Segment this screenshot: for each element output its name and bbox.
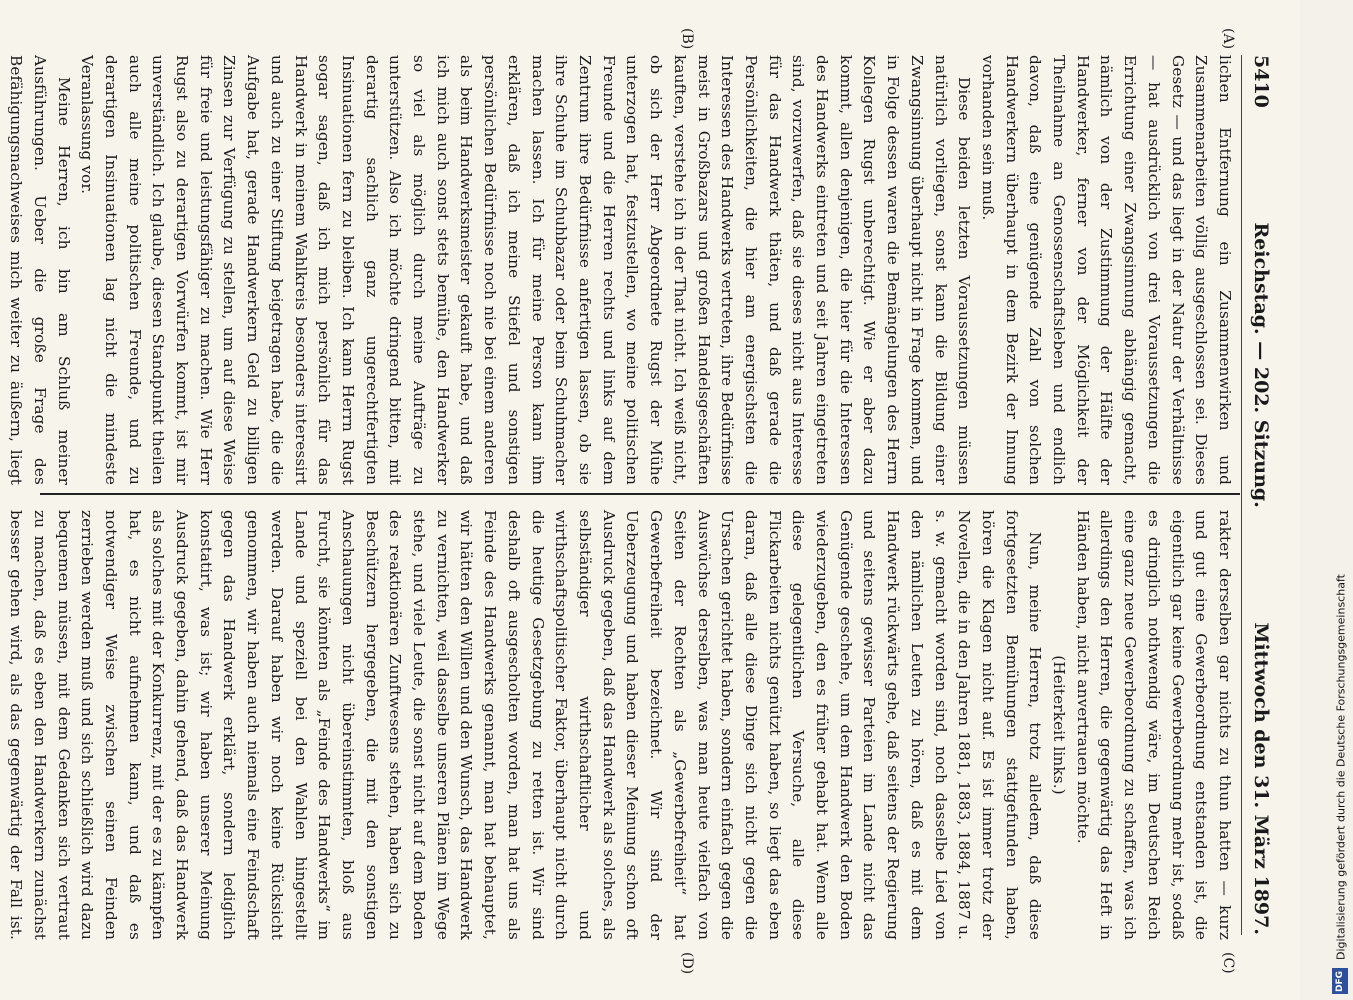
paragraph: rakter derselben gar nichts zu thun hatten — kurz und gut eine Gewerbeordnung entstanden ist, die eigentlich gar keine Gewerbeordnung mehr ist, sodaß es dringlich nothwendig wäre, im Deutschen Reich eine ganz neue Gewerbeordnung zu schaffen, was ich allerdings den Herren, die gegenwärtig das Heft in Händen haben, nicht anvertrauen möchte. [1073, 510, 1234, 940]
right-text-column [7, 510, 1236, 940]
page-number: 5410 [1250, 55, 1272, 108]
paragraph: Meine Herren, ich bin am Schluß meiner Ausführungen. Ueber die große Frage des Befähigungsnachweises mich weiter zu äußern, liegt [7, 55, 73, 485]
session-date: Mittwoch den 31. März 1897. [1250, 622, 1272, 935]
digitization-credit: Digitalisierung gefördert durch die Deutsche Forschungsgemeinschaft [1334, 574, 1348, 960]
paragraph: lichen Entfernung ein Zusammenwirken und Zusammenarbeiten völlig ausgeschlossen sei. Dieses Gesetz — und das liegt in der Natur der Verhältnisse — hat ausdrücklich von drei Voraussetzungen die Errichtung einer Zwangsinnung abhängig gemacht, nämlich von der Zustimmung der Hälfte der Handwerker, ferner von der Möglichkeit der Theilnahme an Genossenschaftsleben und endlich davon, daß eine genügende Zahl von solchen Handwerkern überhaupt in dem Bezirk der Innung vorhanden sein muß. [978, 55, 1234, 485]
paragraph: Diese beiden letzten Voraussetzungen müssen natürlich vorliegen, sonst kann die Bildung einer Zwangsinnung überhaupt nicht in Frage kommen, und in Folge dessen waren die Bemängelungen des Herrn Kollegen Rugst unberechtigt. Wie er aber dazu kommt, allen denjenigen, die hier für die Interessen des Handwerks eintreten und seit Jahren eingetreten sind, vorzuwerfen, daß sie dieses nicht aus Interesse für das Handwerk thäten, und daß gerade die Persönlichkeiten, die hier am energischsten die Interessen des Handwerks vertreten, ihre Bedürfnisse meist in Großbazars und großen Handelsgeschäften kauften, verstehe ich in der That nicht. Ich weiß nicht, ob sich der Herr Abgeordnete Rugst der Mühe unterzogen hat, festzustellen, wo meine politischen Freunde und die Herren rechts und links auf dem Zentrum ihre Bedürfnisse anfertigen lassen, ob sie ihre Schuhe im Schuhbazar oder beim Schuhmacher machen lassen. Ich für meine Person kann ihm erklären, daß ich meine Stiefel und sonstigen persönlichen Bedürfnisse noch nie bei einem anderen als beim Handwerksmeister gekauft habe, und daß ich mich auch sonst stets bemühe, den Handwerker so viel als möglich durch meine Aufträge zu unterstützen. Also ich möchte dringend bitten, mit derartig sachlich ganz ungerechtfertigten Insinuationen fern zu bleiben. Ich kann Herrn Rugst sogar sagen, daß ich mich persönlich für das Handwerk in meinem Wahlkreis besonders interessirt und auch zu einer Stiftung beigetragen habe, die die Aufgabe hat, gerade Handwerkern Geld zu billigen Zinsen zur Verfügung zu stellen, um auf diese Weise für freie und leistungsfähiger zu machen. Wie Herr Rugst also zu derartigen Vorwürfen kommt, ist mir unverständlich. Ich glaube, diesen Standpunkt theilen auch alle meine politischen Freunde, und zu derartigen Insinuationen lag nicht die mindeste Veranlassung vor. [78, 55, 974, 485]
margin-marker-b: (B) [679, 28, 695, 50]
column-divider [40, 493, 1240, 495]
left-text-column [7, 55, 1236, 485]
paragraph: Nun, meine Herren, trotz alledem, daß diese fortgesetzten Bemühungen stattgefunden haben, hören die Klagen nicht auf. Es ist immer trotz der Novellen, die in den Jahren 1881, 1883, 1884, 1887 u. s. w. gemacht worden sind, noch dasselbe Lied von den nämlichen Leuten zu hören, daß es mit dem Handwerk rückwärts gehe, daß seitens der Regierung und seitens gewisser Parteien im Lande nicht das Genügende geschehe, um dem Handwerk den Boden wiederzugeben, den es früher gehabt hat. Wenn alle diese gelegentlichen Versuche, alle diese Flickarbeiten nichts genützt haben, so liegt das eben daran, daß alle diese Dinge sich nicht gegen die Ursachen gerichtet haben, sondern einfach gegen die Auswüchse derselben, was man heute vielfach von Seiten der Rechten als „Gewerbefreiheit“ hat Gewerbefreiheit bezeichnet. Wir sind der Ueberzeugung und haben dieser Meinung schon oft Ausdruck gegeben, daß das Handwerk als solches, als selbständiger wirthschaftlicher und wirthschaftspolitischer Faktor, überhaupt nicht durch die heutige Gesetzgebung zu retten ist. Wir sind deshalb oft ausgescholten worden, man hat uns als Feinde des Handwerks genannt, man hat behauptet, wir hätten den Willen und den Wunsch, das Handwerk zu vernichten, weil dasselbe unseren Plänen im Wege stehe, und viele Leute, die sonst nicht auf dem Boden des reaktionären Zunftwesens stehen, haben sich zu Beschützern hergegeben, die mit den sonstigen Anschauungen nicht übereinstimmten, bloß aus Furcht, sie könnten als „Feinde des Handwerks“ im Lande und speziell bei den Wahlen hingestellt werden. Darauf haben wir noch keine Rücksicht genommen, wir haben auch niemals eine Feindschaft gegen das Handwerk erklärt, sondern lediglich konstatirt, was ist; wir haben unserer Meinung Ausdruck gegeben, dahin gehend, daß das Handwerk als solches mit der Konkurrenz, mit der es zu kämpfen hat, es nicht aufnehmen kann, und daß es notwendiger Weise zwischen seinen Feinden zerrieben werden muß und sich schließlich wird dazu bequemen müssen, mit dem Gedanken sich vertraut zu machen, daß es eben den Handwerkern zunächst besser gehen wird, als das gegenwärtig der Fall ist. [7, 510, 1045, 940]
dfg-logo: DFG [1332, 968, 1348, 994]
margin-marker-d: (D) [679, 952, 695, 975]
margin-marker-c: (C) [1220, 952, 1236, 974]
page-header [1241, 55, 1272, 935]
interjection: (Heiterkeit links.) [1050, 655, 1069, 795]
running-title: Reichstag. — 202. Sitzung. [1250, 222, 1272, 508]
margin-marker-a: (A) [1220, 28, 1236, 50]
